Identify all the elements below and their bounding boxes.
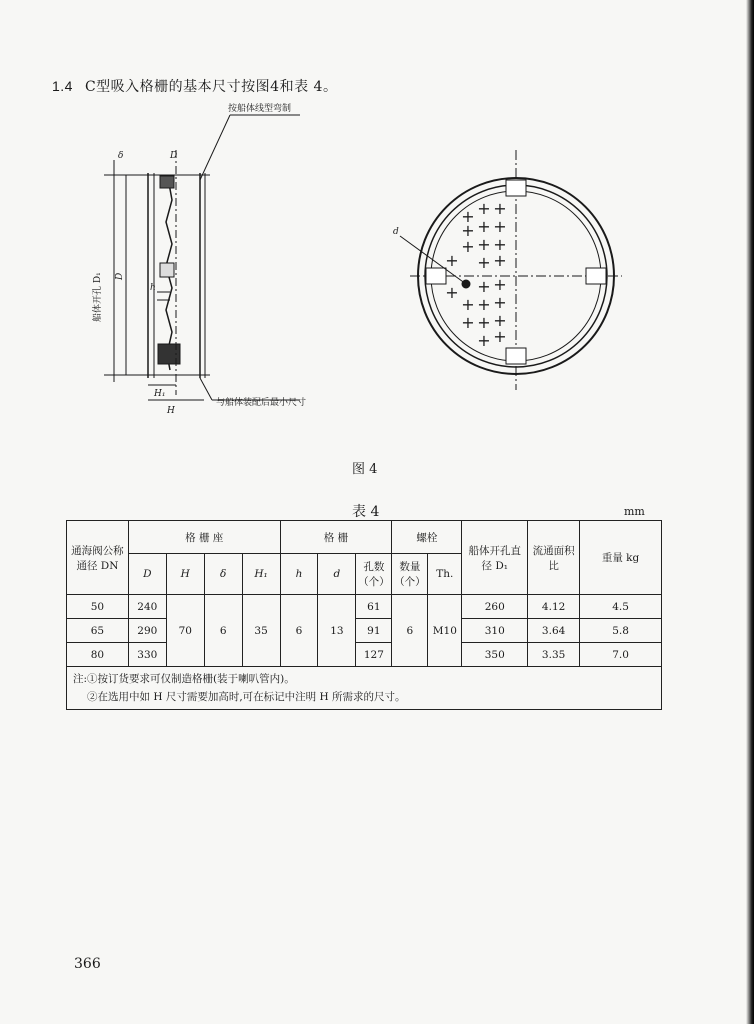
dim-D-side: D <box>115 272 125 280</box>
hull-hole-label: 船体开孔 D₁ <box>93 272 103 322</box>
svg-text:+: + <box>477 253 491 272</box>
cell-delta: 6 <box>204 595 242 667</box>
cell-D1: 310 <box>462 619 528 643</box>
header-h: h <box>280 554 318 595</box>
dim-d: d <box>393 227 399 237</box>
cell-weight: 4.5 <box>580 595 662 619</box>
figure-caption: 图 4 <box>352 462 378 477</box>
svg-text:+: + <box>477 295 491 314</box>
figure-4-drawing <box>0 0 754 460</box>
svg-text:+: + <box>477 331 491 350</box>
note-1: 注:①按订货要求可仅制造格栅(装于喇叭管内)。 <box>73 673 295 685</box>
cell-ratio: 3.64 <box>528 619 580 643</box>
svg-text:+: + <box>445 283 459 302</box>
dim-h: h <box>150 283 156 293</box>
cell-ratio: 3.35 <box>528 643 580 667</box>
grid-hole-markers <box>445 199 506 350</box>
svg-text:+: + <box>493 199 507 218</box>
cell-d: 13 <box>318 595 356 667</box>
dim-H: H <box>167 406 175 416</box>
header-thread: Th. <box>428 554 462 595</box>
header-d: d <box>318 554 356 595</box>
cell-thread: M10 <box>428 595 462 667</box>
page-number: 366 <box>74 956 101 972</box>
header-grid-seat: 格 栅 座 <box>128 521 280 554</box>
header-bolt: 螺栓 <box>392 521 462 554</box>
cell-D: 330 <box>128 643 166 667</box>
side-section-view <box>104 115 300 400</box>
section-title: C型吸入格栅的基本尺寸按图4和表 4。 <box>84 79 338 95</box>
svg-text:+: + <box>477 277 491 296</box>
dim-delta: δ <box>118 151 124 161</box>
top-callout-label: 按船体线型弯制 <box>228 104 292 114</box>
header-D: D <box>128 554 166 595</box>
table-unit: mm <box>624 505 645 518</box>
svg-text:+: + <box>461 313 475 332</box>
cell-D1: 260 <box>462 595 528 619</box>
header-hull-hole: 船体开孔直 径 D₁ <box>462 521 528 595</box>
cell-holes: 61 <box>356 595 392 619</box>
cell-weight: 7.0 <box>580 643 662 667</box>
table-row <box>67 643 662 667</box>
header-H: H <box>166 554 204 595</box>
cell-h: 6 <box>280 595 318 667</box>
svg-text:+: + <box>477 235 491 254</box>
cell-holes: 91 <box>356 619 392 643</box>
dimension-table <box>66 520 662 710</box>
header-dn: 通海阀公称通径 DN <box>67 521 129 595</box>
cell-ratio: 4.12 <box>528 595 580 619</box>
header-H1: H₁ <box>242 554 280 595</box>
svg-text:+: + <box>493 275 507 294</box>
svg-text:+: + <box>477 313 491 332</box>
bottom-callout-label: 与船体装配后最小尺寸 <box>216 398 307 408</box>
svg-text:+: + <box>493 293 507 312</box>
cell-D1: 350 <box>462 643 528 667</box>
svg-text:+: + <box>493 327 507 346</box>
cell-qty: 6 <box>392 595 428 667</box>
cell-dn: 65 <box>67 619 129 643</box>
svg-text:+: + <box>493 235 507 254</box>
svg-text:+: + <box>477 199 491 218</box>
svg-text:+: + <box>493 311 507 330</box>
table-caption: 表 4 <box>352 504 380 520</box>
note-2: ②在选用中如 H 尺寸需要加高时,可在标记中注明 H 所需求的尺寸。 <box>87 691 406 703</box>
cell-holes: 127 <box>356 643 392 667</box>
svg-text:+: + <box>493 217 507 236</box>
cell-D: 290 <box>128 619 166 643</box>
cell-D: 240 <box>128 595 166 619</box>
svg-text:+: + <box>477 217 491 236</box>
dim-D-top: D <box>170 151 178 161</box>
cell-dn: 50 <box>67 595 129 619</box>
table-notes <box>67 667 662 710</box>
svg-text:+: + <box>461 221 475 240</box>
section-number: 1.4 <box>52 78 73 94</box>
cell-weight: 5.8 <box>580 619 662 643</box>
svg-text:+: + <box>493 251 507 270</box>
header-flow-ratio: 流通面积比 <box>528 521 580 595</box>
header-qty: 数量（个） <box>392 554 428 595</box>
cell-H: 70 <box>166 595 204 667</box>
table-row <box>67 619 662 643</box>
header-weight: 重量 kg <box>580 521 662 595</box>
svg-text:+: + <box>445 251 459 270</box>
header-holes: 孔数（个） <box>356 554 392 595</box>
svg-text:+: + <box>461 207 475 226</box>
svg-text:+: + <box>461 237 475 256</box>
dim-H1: H₁ <box>154 389 166 399</box>
svg-text:+: + <box>461 295 475 314</box>
front-circular-view <box>400 150 622 390</box>
cell-H1: 35 <box>242 595 280 667</box>
cell-dn: 80 <box>67 643 129 667</box>
table-row <box>67 595 662 619</box>
header-grid: 格 栅 <box>280 521 392 554</box>
header-delta: δ <box>204 554 242 595</box>
